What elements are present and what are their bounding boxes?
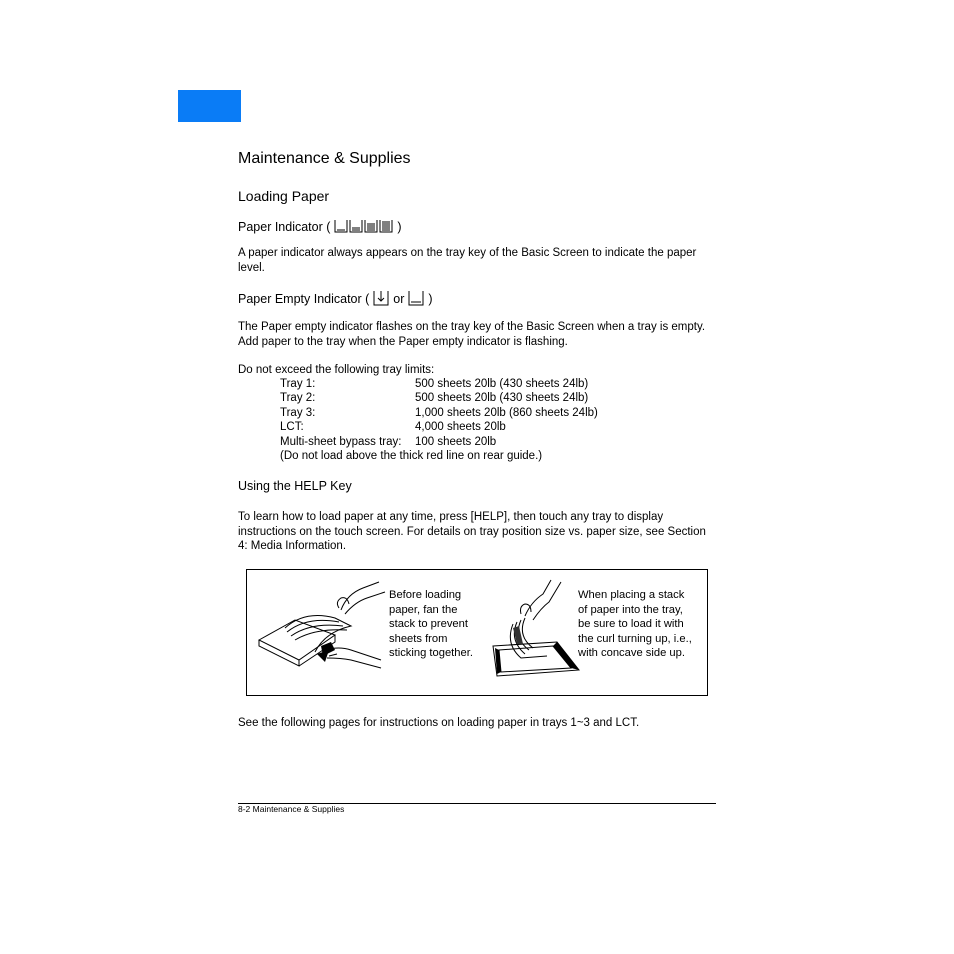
tray-limit-label: Tray 3:	[280, 407, 316, 419]
section-heading: Loading Paper	[238, 188, 330, 204]
caption-line: stack to prevent	[389, 618, 468, 630]
paper-level-indicator-icon	[334, 218, 394, 237]
tray-limits-intro: Do not exceed the following tray limits:	[238, 364, 435, 376]
caption-fan-paper	[389, 588, 473, 661]
paper-empty-tray-icon	[408, 289, 425, 310]
tray-limit-label: Tray 1:	[280, 378, 316, 390]
page-footer: 8-2 Maintenance & Supplies	[238, 804, 345, 814]
tray-limit-value: 500 sheets 20lb (430 sheets 24lb)	[415, 392, 589, 404]
caption-load-stack	[578, 588, 692, 661]
fanning-paper-illustration	[255, 580, 387, 680]
paper-empty-indicator-heading	[238, 289, 433, 310]
illustration-box	[246, 569, 708, 696]
tray-limit-value: 1,000 sheets 20lb (860 sheets 24lb)	[415, 407, 598, 419]
paper-indicator-heading-prefix: Paper Indicator (	[238, 219, 331, 234]
tray-limits-note: (Do not load above the thick red line on rear guide.)	[280, 450, 543, 462]
caption-line: be sure to load it with	[578, 618, 684, 630]
caption-line: of paper into the tray,	[578, 603, 683, 616]
caption-line: the curl turning up, i.e.,	[578, 632, 692, 645]
help-key-heading: Using the HELP Key	[238, 479, 352, 493]
paper-empty-indicator-body: The Paper empty indicator flashes on the tray key of the Basic Screen when a tray is empty. Add paper to the tray when the Paper empty indicator is flashing.	[238, 321, 706, 348]
chapter-tab	[178, 90, 241, 122]
help-key-body: To learn how to load paper at any time, press [HELP], then touch any tray to display instructions on the touch screen. For details on tray position size vs. paper size, see Section 4: Media Information.	[238, 511, 706, 552]
page-title: Maintenance & Supplies	[238, 150, 411, 167]
tray-limit-label: LCT:	[280, 421, 304, 433]
tray-limit-value: 100 sheets 20lb	[415, 436, 497, 448]
loading-stack-illustration	[491, 578, 581, 678]
tray-limit-label: Tray 2:	[280, 392, 316, 404]
paper-empty-heading-prefix: Paper Empty Indicator (	[238, 291, 370, 306]
caption-line: paper, fan the	[389, 603, 458, 616]
caption-line: Before loading	[389, 589, 462, 601]
caption-line: When placing a stack	[578, 589, 685, 601]
caption-line: with concave side up.	[578, 647, 685, 659]
tray-limit-value: 500 sheets 20lb (430 sheets 24lb)	[415, 378, 589, 390]
paper-empty-heading-or: or	[393, 291, 405, 306]
tray-limit-value: 4,000 sheets 20lb	[415, 421, 506, 433]
tray-limit-label: Multi-sheet bypass tray:	[280, 436, 402, 448]
paper-empty-arrow-icon	[373, 289, 390, 310]
paper-indicator-heading-suffix: )	[397, 219, 402, 234]
paper-indicator-heading	[238, 218, 402, 237]
closing-text: See the following pages for instructions on loading paper in trays 1~3 and LCT.	[238, 717, 640, 729]
caption-line: sticking together.	[389, 647, 473, 659]
paper-indicator-body: A paper indicator always appears on the tray key of the Basic Screen to indicate the paper level.	[238, 247, 697, 274]
paper-empty-heading-suffix: )	[428, 291, 433, 306]
caption-line: sheets from	[389, 632, 448, 645]
